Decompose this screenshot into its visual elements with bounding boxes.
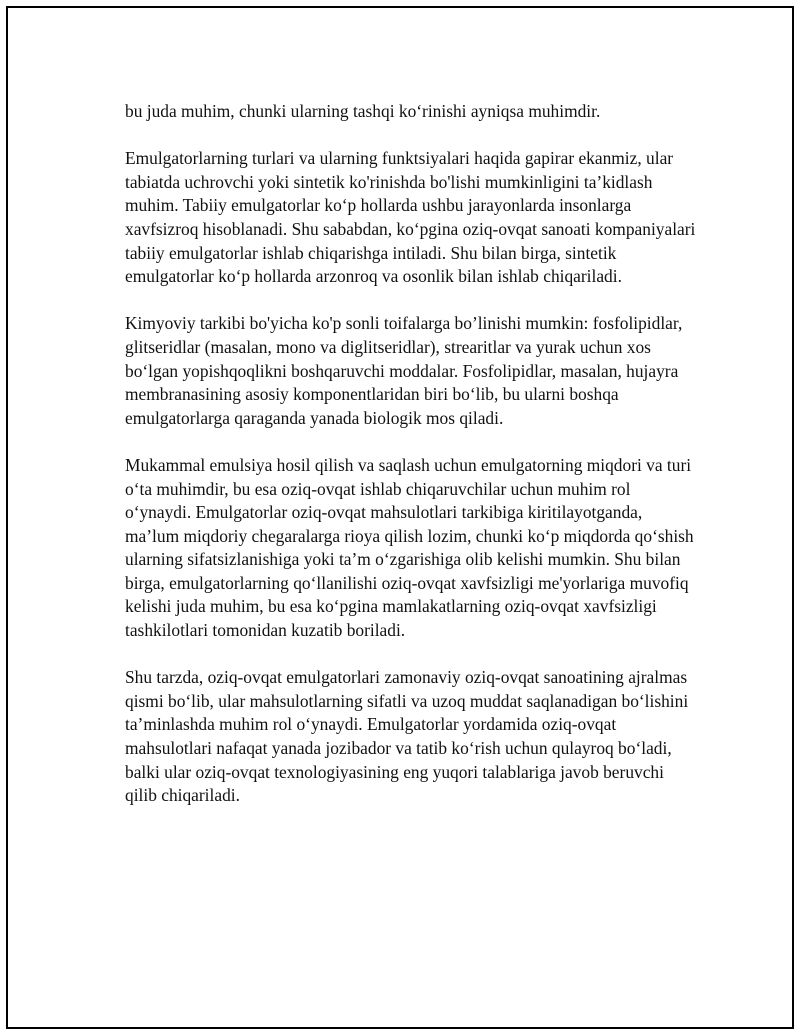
page-frame <box>6 6 794 1029</box>
paragraph-emulsifier-types: Emulgatorlarning turlari va ularning funktsiyalari haqida gapirar ekanmiz, ular tabiatda uchrovchi yoki sintetik ko'rinishda bo'lishi mumkinligini ta’kidlash muhim. Tabiiy emulgatorlar ko‘p hollarda ushbu jarayonlarda insonlarga xavfsizroq hisoblanadi. Shu sababdan, ko‘pgina oziq-ovqat sanoati kompaniyalari tabiiy emulgatorlar ishlab chiqarishga intiladi. Shu bilan birga, sintetik emulgatorlar ko‘p hollarda arzonroq va osonlik bilan ishlab chiqariladi. <box>125 148 696 287</box>
paragraph-chemical-composition: Kimyoviy tarkibi bo'yicha ko'p sonli toifalarga bo’linishi mumkin: fosfolipidlar, glitseridlar (masalan, mono va diglitseridlar), strearitlar va yurak uchun xos bo‘lgan yopishqoqlikni boshqaruvchi moddalar. Fosfolipidlar, masalan, hujayra membranasining asosiy komponentlaridan biri bo‘lib, bu ularni boshqa emulgatorlarga qaraganda yanada biologik mos qiladi. <box>125 313 683 428</box>
document-body <box>125 100 697 808</box>
paragraph-conclusion: Shu tarzda, oziq-ovqat emulgatorlari zamonaviy oziq-ovqat sanoatining ajralmas qismi bo‘lib, ular mahsulotlarning sifatli va uzoq muddat saqlanadigan bo‘lishini ta’minlashda muhim rol o‘ynaydi. Emulgatorlar yordamida oziq-ovqat mahsulotlari nafaqat yanada jozibador va tatib ko‘rish uchun qulayroq bo‘ladi, balki ular oziq-ovqat texnologiyasining eng yuqori talablariga javob beruvchi qilib chiqariladi. <box>125 667 689 806</box>
paragraph-continuation: bu juda muhim, chunki ularning tashqi ko‘rinishi ayniqsa muhimdir. <box>125 101 601 121</box>
paragraph-emulsion-quantity: Mukammal emulsiya hosil qilish va saqlash uchun emulgatorning miqdori va turi o‘ta muhimdir, bu esa oziq-ovqat ishlab chiqaruvchilar uchun muhim rol o‘ynaydi. Emulgatorlar oziq-ovqat mahsulotlari tarkibiga kiritilayotganda, ma’lum miqdoriy chegaralarga rioya qilish lozim, chunki ko‘p miqdorda qo‘shish ularning sifatsizlanishiga yoki ta’m o‘zgarishiga olib kelishi mumkin. Shu bilan birga, emulgatorlarning qo‘llanilishi oziq-ovqat xavfsizligi me'yorlariga muvofiq kelishi juda muhim, bu esa ko‘pgina mamlakatlarning oziq-ovqat xavfsizligi tashkilotlari tomonidan kuzatib boriladi. <box>125 454 694 641</box>
